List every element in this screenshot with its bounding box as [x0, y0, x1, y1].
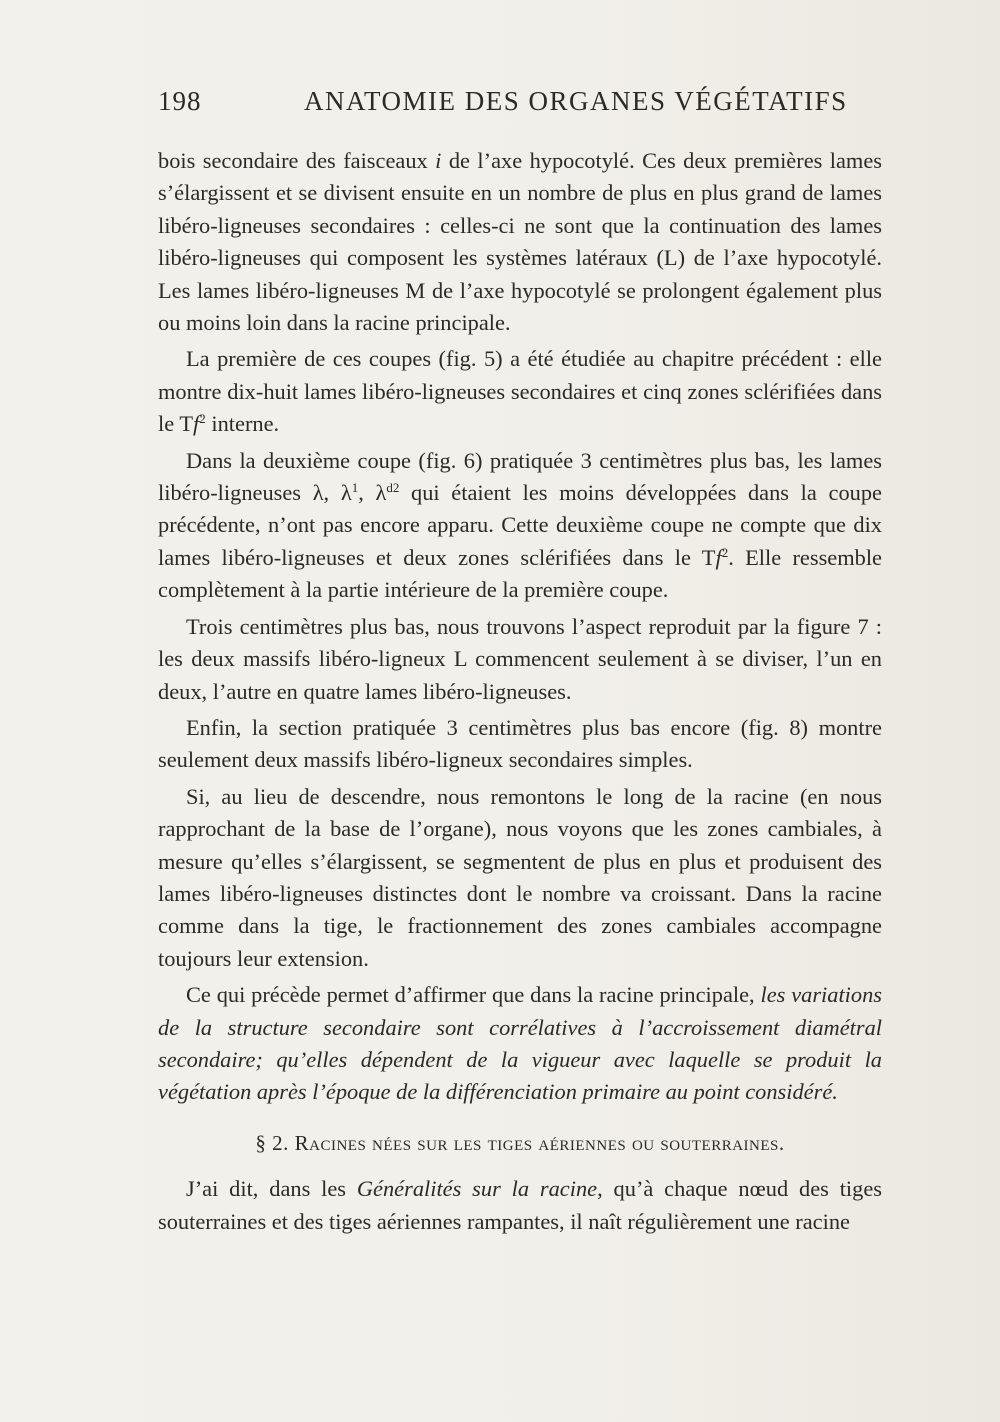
running-head: [158, 86, 882, 126]
paragraph-7: Ce qui précède permet d’affirmer que dans la racine principale, les variations de la structure secondaire sont corrélatives à l’accroissement diamétral secondaire; qu’elles dépendent de la vigueur avec laquelle se produit la végétation après l’époque de la différenciation primaire au point considéré.: [158, 982, 882, 1105]
paragraph-5: Enfin, la section pratiquée 3 centimètres plus bas encore (fig. 8) montre seulement deux massifs libéro-ligneux secondaires simples.: [158, 714, 882, 773]
paragraph-8: J’ai dit, dans les Généralités sur la racine, qu’à chaque nœud des tiges souterraines et des tiges aériennes rampantes, il naît régulièrement une racine: [158, 1176, 883, 1234]
paragraph-4: Trois centimètres plus bas, nous trouvons l’aspect reproduit par la figure 7 : les deux massifs libéro-ligneux L commencent seulement à se diviser, l’un en deux, l’autre en quatre lames libéro-ligneuses.: [158, 613, 882, 704]
page-number: 198: [158, 86, 202, 116]
running-title: ANATOMIE DES ORGANES VÉGÉTATIFS: [304, 86, 848, 116]
section-heading: [158, 1127, 882, 1159]
section-title: Racines nées sur les tiges aériennes ou souterraines.: [294, 1130, 785, 1155]
paragraph-3: Dans la deuxième coupe (fig. 6) pratiquée 3 centimètres plus bas, les lames libéro-ligneuses λ, $\lambda^1$, $\lambda^{d2}$ qui étaient les moins développées dans la coupe précédente, n’ont pas encore apparu. Cette deuxième coupe ne compte que dix lames libéro-ligneuses et deux zones sclérifiées dans le Tf$^2$. Elle ressemble complètement à la partie intérieure de la première coupe.: [158, 447, 882, 603]
paragraph-6: Si, au lieu de descendre, nous remontons le long de la racine (en nous rapprochant de la base de l’organe), nous voyons que les zones cambiales, à mesure qu’elles s’élargissent, se segmentent de plus en plus et produisent des lames libéro-ligneuses distinctes dont le nombre va croissant. Dans la racine comme dans la tige, le fractionnement des zones cambiales accompagne toujours leur extension.: [158, 783, 882, 971]
paragraph-1: bois secondaire des faisceaux i de l’axe hypocotylé. Ces deux premières lames s’élargissent et se divisent ensuite en un nombre de plus en plus grand de lames libéro-ligneuses secondaires : celles-ci ne sont que la continuation des lames libéro-ligneuses qui composent les systèmes latéraux (L) de l’axe hypocotylé. Les lames libéro-ligneuses M de l’axe hypocotylé se prolongent également plus ou moins loin dans la racine principale.: [158, 148, 883, 336]
body-text: [158, 145, 882, 1242]
paragraph-2: La première de ces coupes (fig. 5) a été étudiée au chapitre précédent : elle montre dix-huit lames libéro-ligneuses secondaires et cinq zones sclérifiées dans le Tf$^2$ interne.: [158, 346, 882, 437]
section-symbol: § 2.: [255, 1130, 289, 1155]
